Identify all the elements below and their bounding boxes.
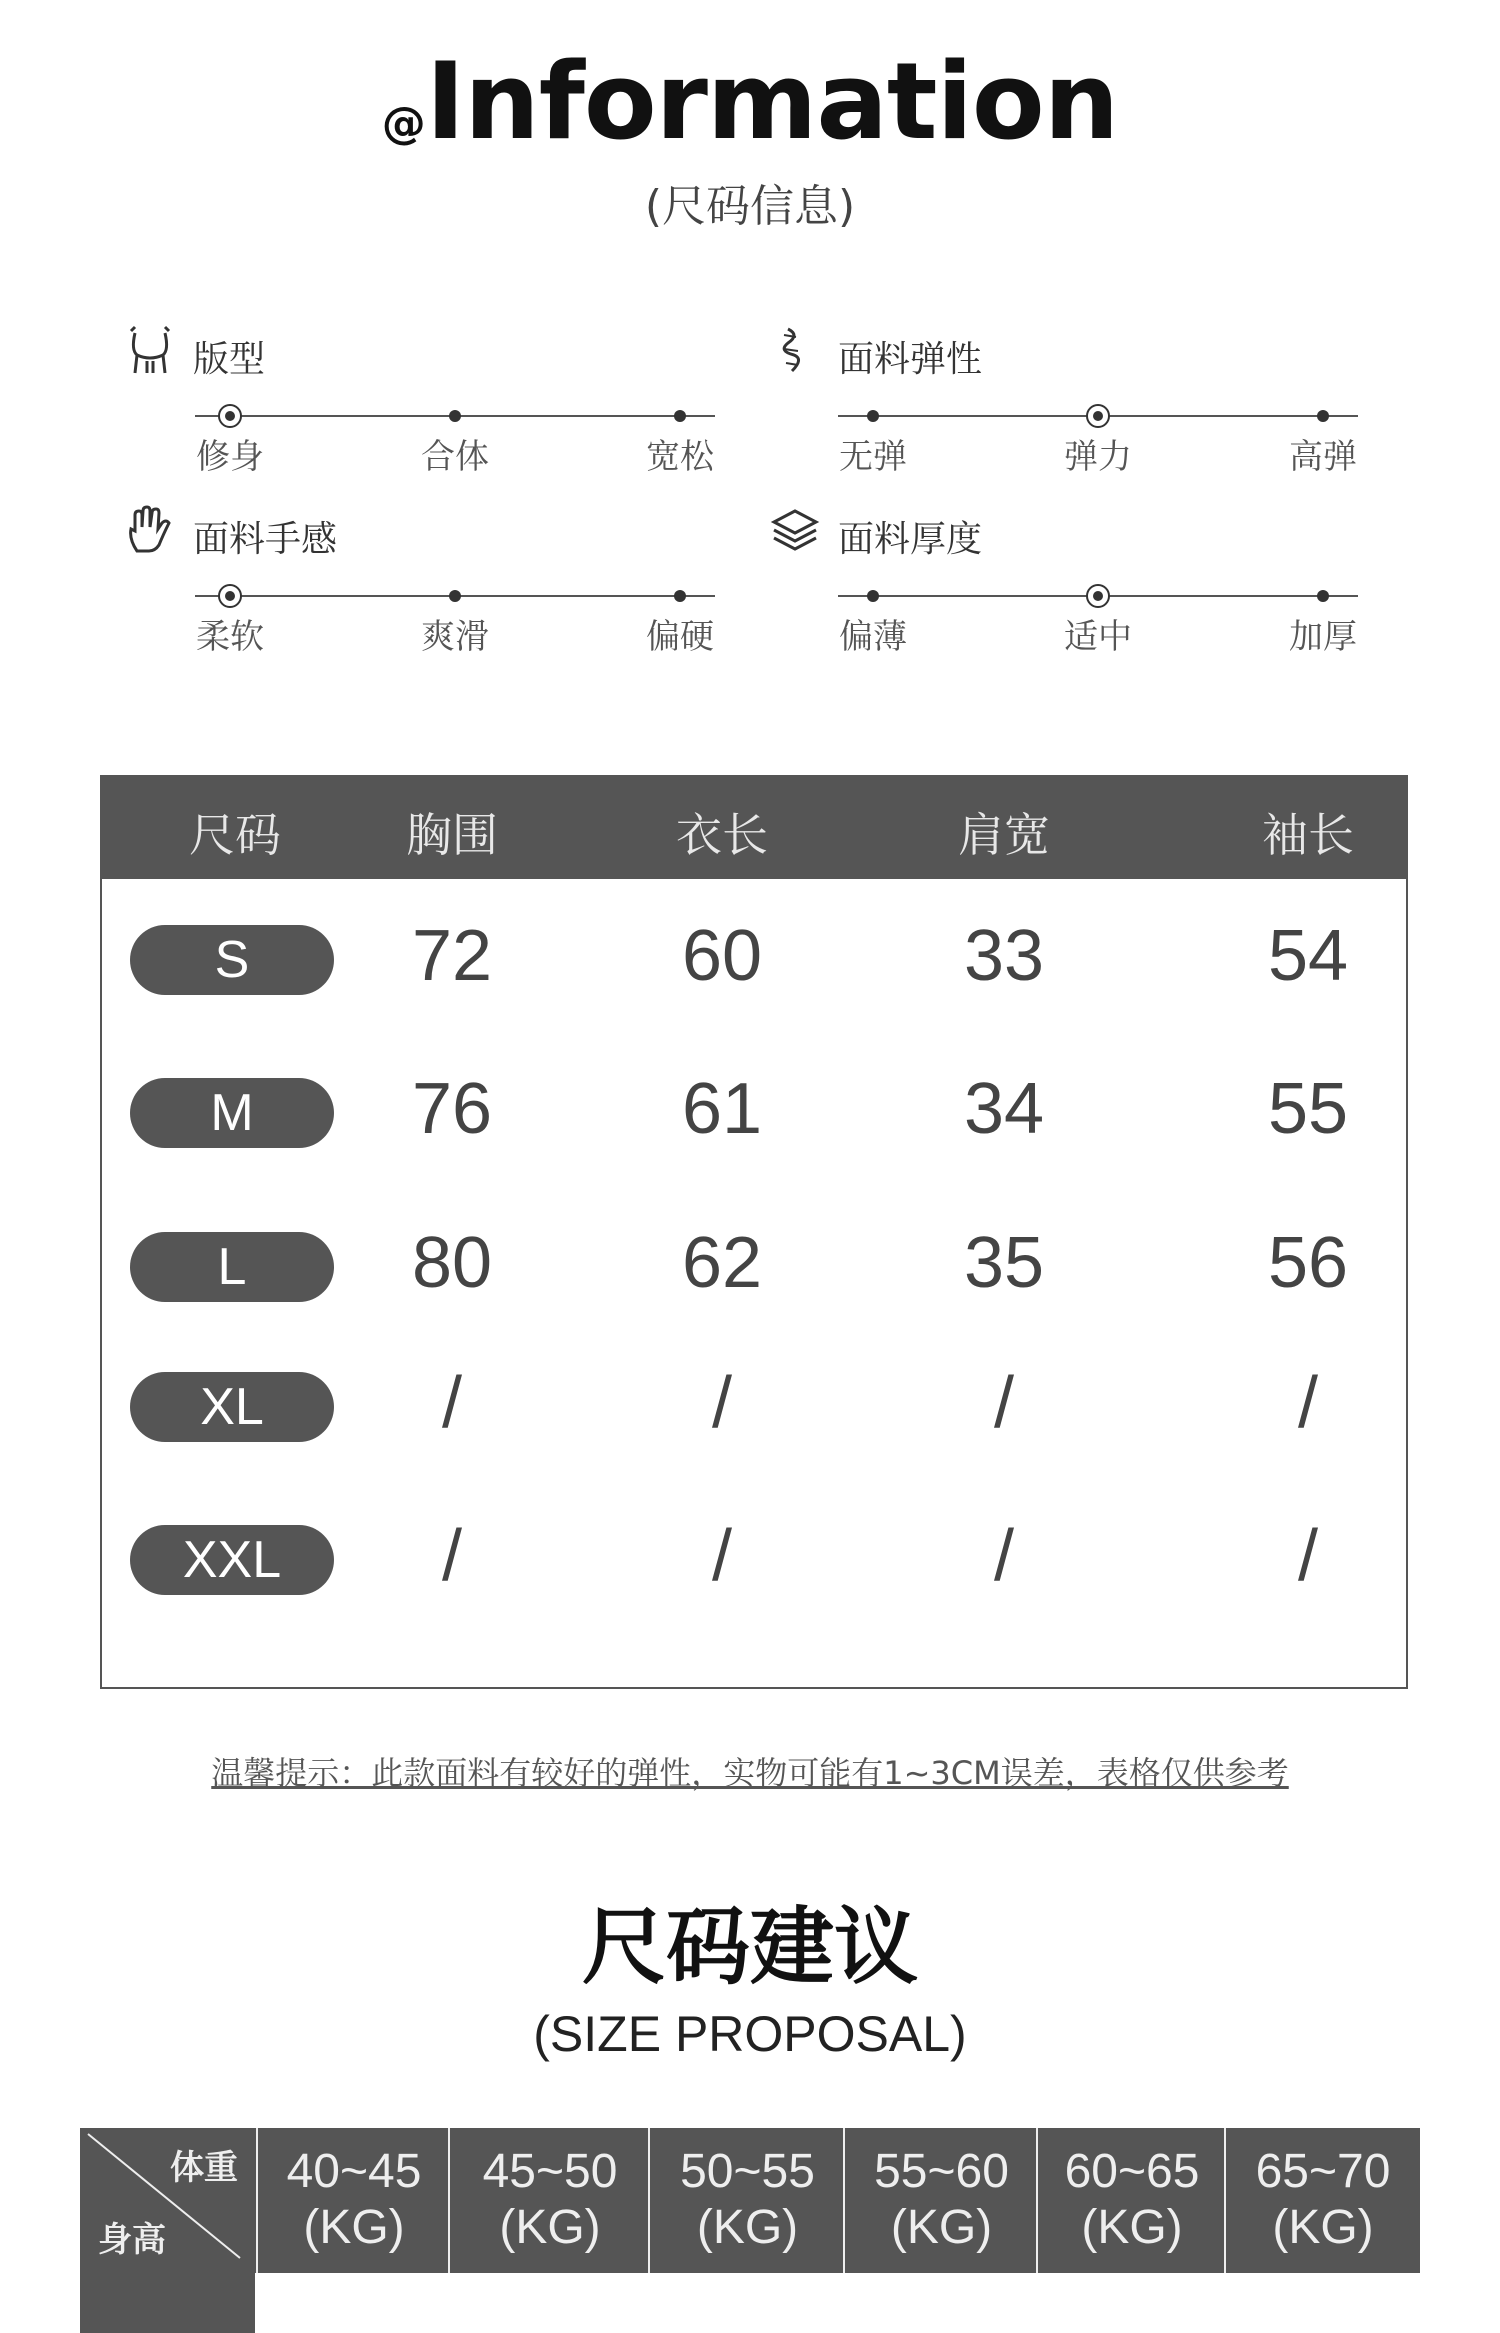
weight-unit: (KG) — [890, 2201, 993, 2254]
size-proposal-table — [80, 2128, 1420, 2322]
size-cell: 72 — [411, 916, 493, 996]
attr-option-label: 适中 — [1064, 617, 1132, 657]
attr-selected-marker — [218, 584, 242, 608]
attr-option-label: 合体 — [421, 437, 489, 477]
attr-option-label: 柔软 — [196, 617, 264, 657]
column-header: 胸围 — [406, 808, 498, 862]
hand-icon — [125, 505, 175, 555]
attr-option-dot — [449, 590, 461, 602]
weight-range: 65~70 — [1255, 2145, 1391, 2198]
attr-option-label: 无弹 — [839, 437, 907, 477]
attr-option-dot — [1317, 410, 1329, 422]
attr-label: 面料手感 — [193, 519, 338, 560]
body-shape-icon — [125, 325, 175, 375]
size-pill: L — [130, 1232, 334, 1302]
size-cell: 76 — [411, 1069, 493, 1149]
weight-column-header — [450, 2144, 650, 2256]
weight-unit: (KG) — [696, 2201, 799, 2254]
attr-option-label: 爽滑 — [421, 617, 489, 657]
size-pill: XL — [130, 1372, 334, 1442]
size-cell: / — [441, 1363, 462, 1443]
attr-option-label: 修身 — [196, 437, 264, 477]
column-header: 尺码 — [189, 808, 281, 862]
page-title — [0, 40, 1500, 163]
size-cell: 33 — [963, 916, 1045, 996]
page-subtitle: (尺码信息) — [644, 181, 856, 232]
attr-option-label: 弹力 — [1064, 437, 1132, 477]
weight-range: 45~50 — [482, 2145, 618, 2198]
attr-option-label: 宽松 — [646, 437, 714, 477]
corner-weight-label: 体重 — [170, 2148, 238, 2188]
attr-selected-marker — [1086, 584, 1110, 608]
attr-option-label: 加厚 — [1289, 617, 1357, 657]
size-cell: 61 — [681, 1069, 763, 1149]
column-header: 肩宽 — [958, 808, 1050, 862]
weight-range: 40~45 — [286, 2145, 422, 2198]
size-cell: / — [441, 1516, 462, 1596]
size-cell: 55 — [1267, 1069, 1349, 1149]
attr-selected-marker — [218, 404, 242, 428]
attr-option-dot — [674, 410, 686, 422]
corner-height-label: 身高 — [98, 2220, 166, 2260]
column-header: 衣长 — [676, 808, 768, 862]
size-pill: M — [130, 1078, 334, 1148]
size-pill: XXL — [130, 1525, 334, 1595]
size-pill: S — [130, 925, 334, 995]
attr-label: 版型 — [193, 339, 266, 380]
weight-unit: (KG) — [1081, 2201, 1183, 2254]
size-cell: / — [1297, 1363, 1318, 1443]
weight-range: 55~60 — [874, 2145, 1009, 2198]
weight-column-header — [1038, 2144, 1226, 2256]
size-cell: / — [1297, 1516, 1318, 1596]
weight-column-header — [1226, 2144, 1420, 2256]
title-at-symbol: @ — [381, 98, 426, 149]
weight-range: 60~65 — [1064, 2145, 1200, 2198]
attr-option-dot — [867, 590, 879, 602]
weight-column-header — [650, 2144, 845, 2256]
weight-column-header — [258, 2144, 450, 2256]
attr-option-label: 偏硬 — [646, 617, 714, 657]
attr-option-dot — [449, 410, 461, 422]
proposal-first-row — [80, 2273, 1420, 2333]
weight-range: 50~55 — [680, 2145, 815, 2198]
size-cell: / — [993, 1363, 1014, 1443]
attr-label: 面料厚度 — [838, 519, 983, 560]
weight-unit: (KG) — [1272, 2201, 1374, 2254]
row-partial — [80, 2273, 255, 2333]
weight-column-header — [845, 2144, 1038, 2256]
weight-unit: (KG) — [303, 2201, 405, 2254]
size-cell: 34 — [963, 1069, 1045, 1149]
tip-text: 温馨提示：此款面料有较好的弹性，实物可能有1~3CM误差，表格仅供参考 — [211, 1754, 1289, 1792]
attr-label: 面料弹性 — [838, 339, 983, 380]
attr-option-dot — [674, 590, 686, 602]
size-cell: 80 — [411, 1223, 493, 1303]
proposal-title: 尺码建议 — [581, 1898, 918, 1996]
size-cell: / — [711, 1516, 732, 1596]
attr-option-dot — [867, 410, 879, 422]
attr-selected-marker — [1086, 404, 1110, 428]
size-cell: 62 — [681, 1223, 763, 1303]
size-cell: 60 — [681, 916, 763, 996]
size-cell: 56 — [1267, 1223, 1349, 1303]
proposal-subtitle: (SIZE PROPOSAL) — [533, 2006, 967, 2062]
layers-icon — [770, 505, 820, 555]
title-text: Information — [425, 40, 1119, 163]
attr-option-dot — [1317, 590, 1329, 602]
attr-option-label: 高弹 — [1289, 437, 1357, 477]
proposal-table-header — [80, 2128, 1420, 2273]
size-cell: / — [993, 1516, 1014, 1596]
size-cell: / — [711, 1363, 732, 1443]
size-cell: 35 — [963, 1223, 1045, 1303]
size-table — [100, 775, 1408, 1689]
size-cell: 54 — [1267, 916, 1349, 996]
stretch-icon — [770, 325, 820, 375]
attr-option-label: 偏薄 — [839, 617, 907, 657]
weight-unit: (KG) — [499, 2201, 601, 2254]
size-table-header — [102, 777, 1406, 879]
column-header: 袖长 — [1262, 808, 1354, 862]
